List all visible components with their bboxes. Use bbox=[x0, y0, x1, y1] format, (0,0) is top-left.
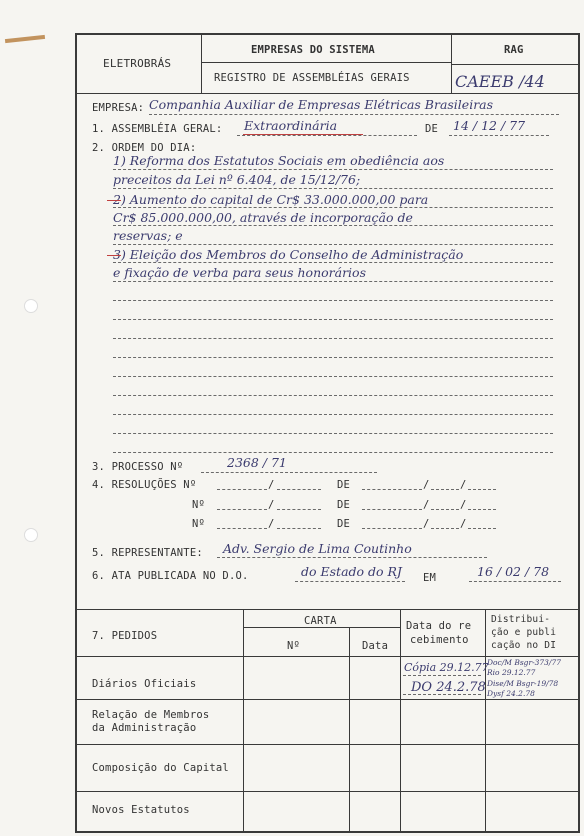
row-diarios-dist-3: Dise/M Bsgr-19/78 bbox=[487, 679, 559, 688]
resolucao-3-slash-2: / bbox=[423, 518, 430, 530]
resolucao-2-slash-3: / bbox=[460, 499, 467, 511]
ordem-line-5: reservas; e bbox=[113, 228, 183, 243]
registry-form bbox=[75, 33, 580, 833]
row-diarios-receb-2: DO 24.2.78 bbox=[411, 680, 486, 695]
ata-date: 16 / 02 / 78 bbox=[477, 564, 550, 579]
row-diarios-dist-1: Doc/M Bsgr-373/77 bbox=[487, 658, 561, 667]
row-diarios-dist-2: Rio 29.12.77 bbox=[487, 668, 536, 677]
resolucao-1-slash-2: / bbox=[423, 479, 430, 491]
ata-value: do Estado do RJ bbox=[301, 564, 402, 579]
staple-mark bbox=[5, 35, 45, 43]
recebimento-header-1: Data do re bbox=[406, 620, 472, 632]
assembleia-value: Extraordinária bbox=[244, 118, 338, 133]
resolucao-2-label: Nº bbox=[192, 499, 206, 511]
resolucao-1-de: DE bbox=[337, 479, 351, 491]
assembleia-label: 1. ASSEMBLÉIA GERAL: bbox=[92, 123, 223, 135]
row-diarios-receb-1: Cópia 29.12.77 bbox=[404, 661, 489, 674]
row-diarios-dist-4: Dysf 24.2.78 bbox=[487, 689, 535, 698]
ordem-line-6: 3) Eleição dos Membros do Conselho de Administração bbox=[113, 247, 464, 262]
de-label: DE bbox=[425, 123, 439, 135]
resolucao-3-label: Nº bbox=[192, 518, 206, 530]
ordem-line-1: 1) Reforma dos Estatutos Sociais em obediência aos bbox=[113, 153, 445, 168]
resolucao-1-slash-3: / bbox=[460, 479, 467, 491]
ordem-line-2: preceitos da Lei nº 6.404, de 15/12/76; bbox=[113, 172, 361, 187]
ata-label: 6. ATA PUBLICADA NO D.O. bbox=[92, 570, 249, 582]
registry-title: REGISTRO DE ASSEMBLÉIAS GERAIS bbox=[214, 72, 410, 84]
org-name: ELETROBRÁS bbox=[103, 57, 172, 70]
ordem-line-7: e fixação de verba para seus honorários bbox=[113, 265, 366, 280]
representante-value: Adv. Sergio de Lima Coutinho bbox=[223, 541, 412, 556]
resolucao-2-de: DE bbox=[337, 499, 351, 511]
carta-data-header: Data bbox=[362, 640, 389, 652]
em-label: EM bbox=[423, 572, 437, 584]
resolucao-1-slash: / bbox=[268, 479, 275, 491]
punch-hole-bottom bbox=[24, 528, 38, 542]
pedidos-header: 7. PEDIDOS bbox=[92, 630, 158, 642]
code-value: CAEEB /44 bbox=[455, 72, 545, 91]
empresa-label: EMPRESA: bbox=[92, 102, 145, 114]
resolucao-2-slash-2: / bbox=[423, 499, 430, 511]
row-diarios-label: Diários Oficiais bbox=[92, 678, 197, 690]
resolucoes-label: 4. RESOLUÇÕES Nº bbox=[92, 479, 197, 491]
system-title: EMPRESAS DO SISTEMA bbox=[251, 44, 375, 56]
distribuicao-header-1: Distribui- bbox=[491, 614, 551, 625]
distribuicao-header-3: cação no DI bbox=[491, 640, 557, 651]
resolucao-2-slash: / bbox=[268, 499, 275, 511]
distribuicao-header-2: ção e publi bbox=[491, 627, 557, 638]
ordem-label: 2. ORDEM DO DIA: bbox=[92, 142, 197, 154]
representante-label: 5. REPRESENTANTE: bbox=[92, 547, 203, 559]
row-estatutos-label: Novos Estatutos bbox=[92, 804, 190, 816]
resolucao-3-de: DE bbox=[337, 518, 351, 530]
processo-label: 3. PROCESSO Nº bbox=[92, 461, 184, 473]
row-composicao-label: Composição do Capital bbox=[92, 762, 229, 774]
recebimento-header-2: cebimento bbox=[410, 634, 469, 646]
resolucao-3-slash-3: / bbox=[460, 518, 467, 530]
row-relacao-label-1: Relação de Membros bbox=[92, 709, 210, 721]
assembleia-date: 14 / 12 / 77 bbox=[453, 118, 526, 133]
carta-header: CARTA bbox=[304, 615, 337, 627]
ordem-line-3: 2) Aumento do capital de Cr$ 33.000.000,00 para bbox=[113, 192, 429, 207]
ordem-line-4: Cr$ 85.000.000,00, através de incorporação de bbox=[113, 210, 413, 225]
carta-numero-header: Nº bbox=[287, 640, 301, 652]
row-relacao-label-2: da Administração bbox=[92, 722, 197, 734]
empresa-value: Companhia Auxiliar de Empresas Elétricas Brasileiras bbox=[149, 97, 494, 112]
processo-value: 2368 / 71 bbox=[227, 455, 287, 470]
punch-hole-top bbox=[24, 299, 38, 313]
resolucao-3-slash: / bbox=[268, 518, 275, 530]
code-label: RAG bbox=[504, 44, 524, 56]
